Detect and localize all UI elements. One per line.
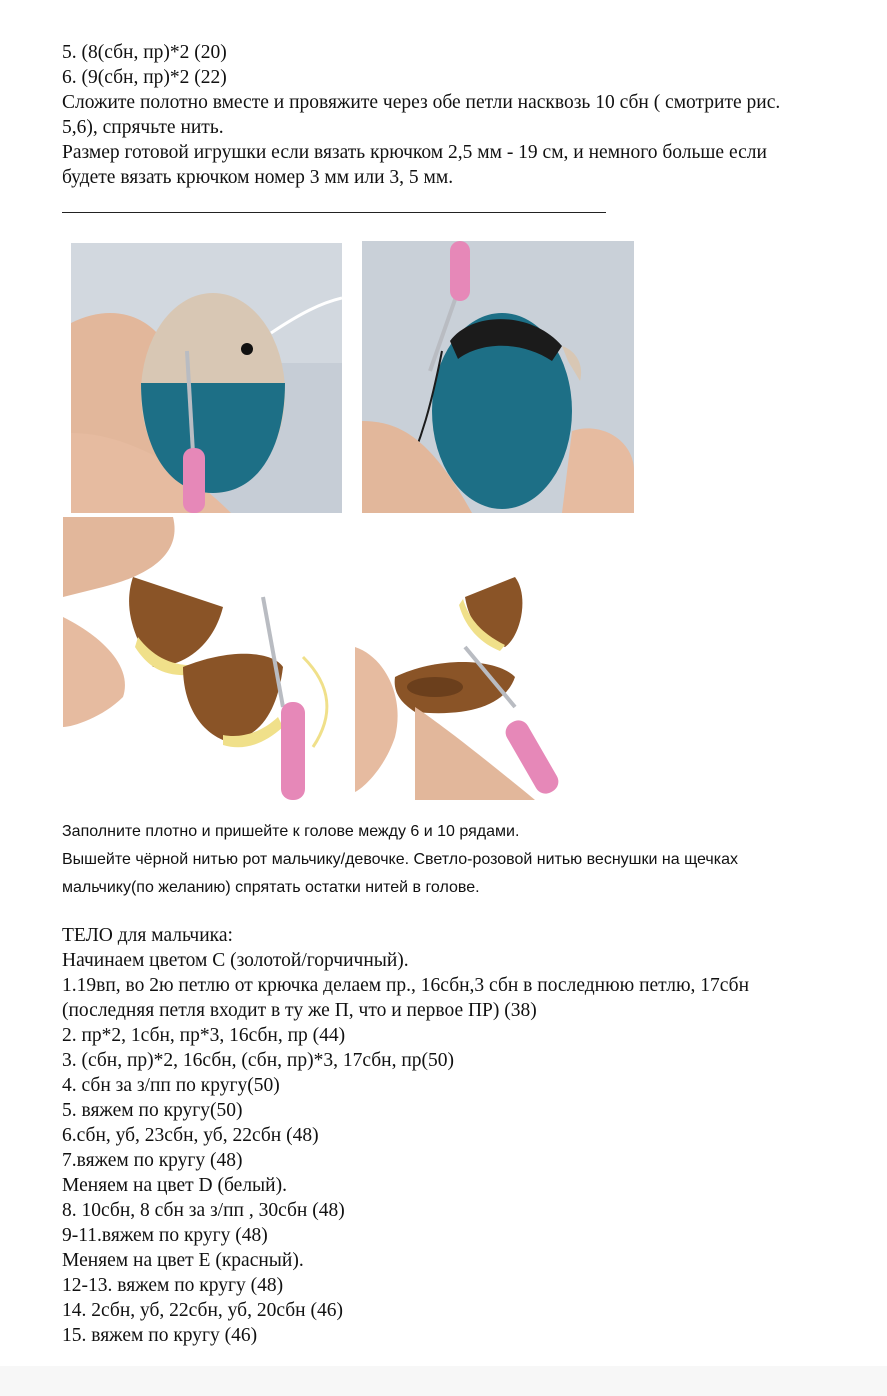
text-line: 6.сбн, уб, 23сбн, уб, 22сбн (48)	[62, 1125, 319, 1146]
text-line: (последняя петля входит в ту же П, что и первое ПР) (38)	[62, 1000, 537, 1021]
text-line: 1.19вп, во 2ю петлю от крючка делаем пр., 16сбн,3 сбн в последнюю петлю, 17сбн	[62, 975, 750, 996]
text-line: 6. (9(сбн, пр)*2 (22)	[62, 67, 227, 88]
text-line: мальчику(по желанию) спрятать остатки нитей в голове.	[62, 879, 480, 896]
text-line: 9-11.вяжем по кругу (48)	[62, 1225, 268, 1246]
body-pattern-text	[62, 923, 872, 1348]
text-line: 2. пр*2, 1сбн, пр*3, 16сбн, пр (44)	[62, 1025, 346, 1046]
photo-head-sewing	[71, 243, 342, 513]
divider-line	[62, 212, 606, 213]
text-line: Сложите полотно вместе и провяжите через обе петли насквозь 10 сбн ( смотрите рис.	[62, 92, 781, 113]
page-footer-band	[0, 1366, 887, 1396]
text-line: Меняем на цвет D (белый).	[62, 1175, 287, 1196]
text-line: 4. сбн за з/пп по кругу(50)	[62, 1075, 280, 1096]
text-line: 5. (8(сбн, пр)*2 (20)	[62, 42, 227, 63]
photo-ears-crochet	[63, 517, 353, 800]
text-line: Вышейте чёрной нитью рот мальчику/девочке. Светло-розовой нитью веснушки на щечках	[62, 851, 738, 868]
sewing-instructions	[62, 818, 872, 902]
text-line: 7.вяжем по кругу (48)	[62, 1150, 243, 1171]
text-line: Начинаем цветом С (золотой/горчичный).	[62, 950, 409, 971]
text-line: 15. вяжем по кругу (46)	[62, 1325, 258, 1346]
text-line: 5. вяжем по кругу(50)	[62, 1100, 243, 1121]
text-line: Размер готовой игрушки если вязать крючком 2,5 мм - 19 см, и немного больше если	[62, 142, 767, 163]
text-line: Заполните плотно и пришейте к голове между 6 и 10 рядами.	[62, 823, 520, 840]
text-line: 14. 2сбн, уб, 22сбн, уб, 20сбн (46)	[62, 1300, 343, 1321]
photo-ear-fold	[355, 537, 608, 800]
text-line: Меняем на цвет E (красный).	[62, 1250, 304, 1271]
section-heading: ТЕЛО для мальчика:	[62, 925, 233, 946]
pattern-text-top	[62, 40, 872, 190]
photo-body-black-yarn	[362, 241, 634, 513]
text-line: 5,6), спрячьте нить.	[62, 117, 224, 138]
text-line: 3. (сбн, пр)*2, 16сбн, (сбн, пр)*3, 17сбн, пр(50)	[62, 1050, 455, 1071]
text-line: будете вязать крючком номер 3 мм или 3, 5 мм.	[62, 167, 454, 188]
text-line: 8. 10сбн, 8 сбн за з/пп , 30сбн (48)	[62, 1200, 345, 1221]
text-line: 12-13. вяжем по кругу (48)	[62, 1275, 284, 1296]
